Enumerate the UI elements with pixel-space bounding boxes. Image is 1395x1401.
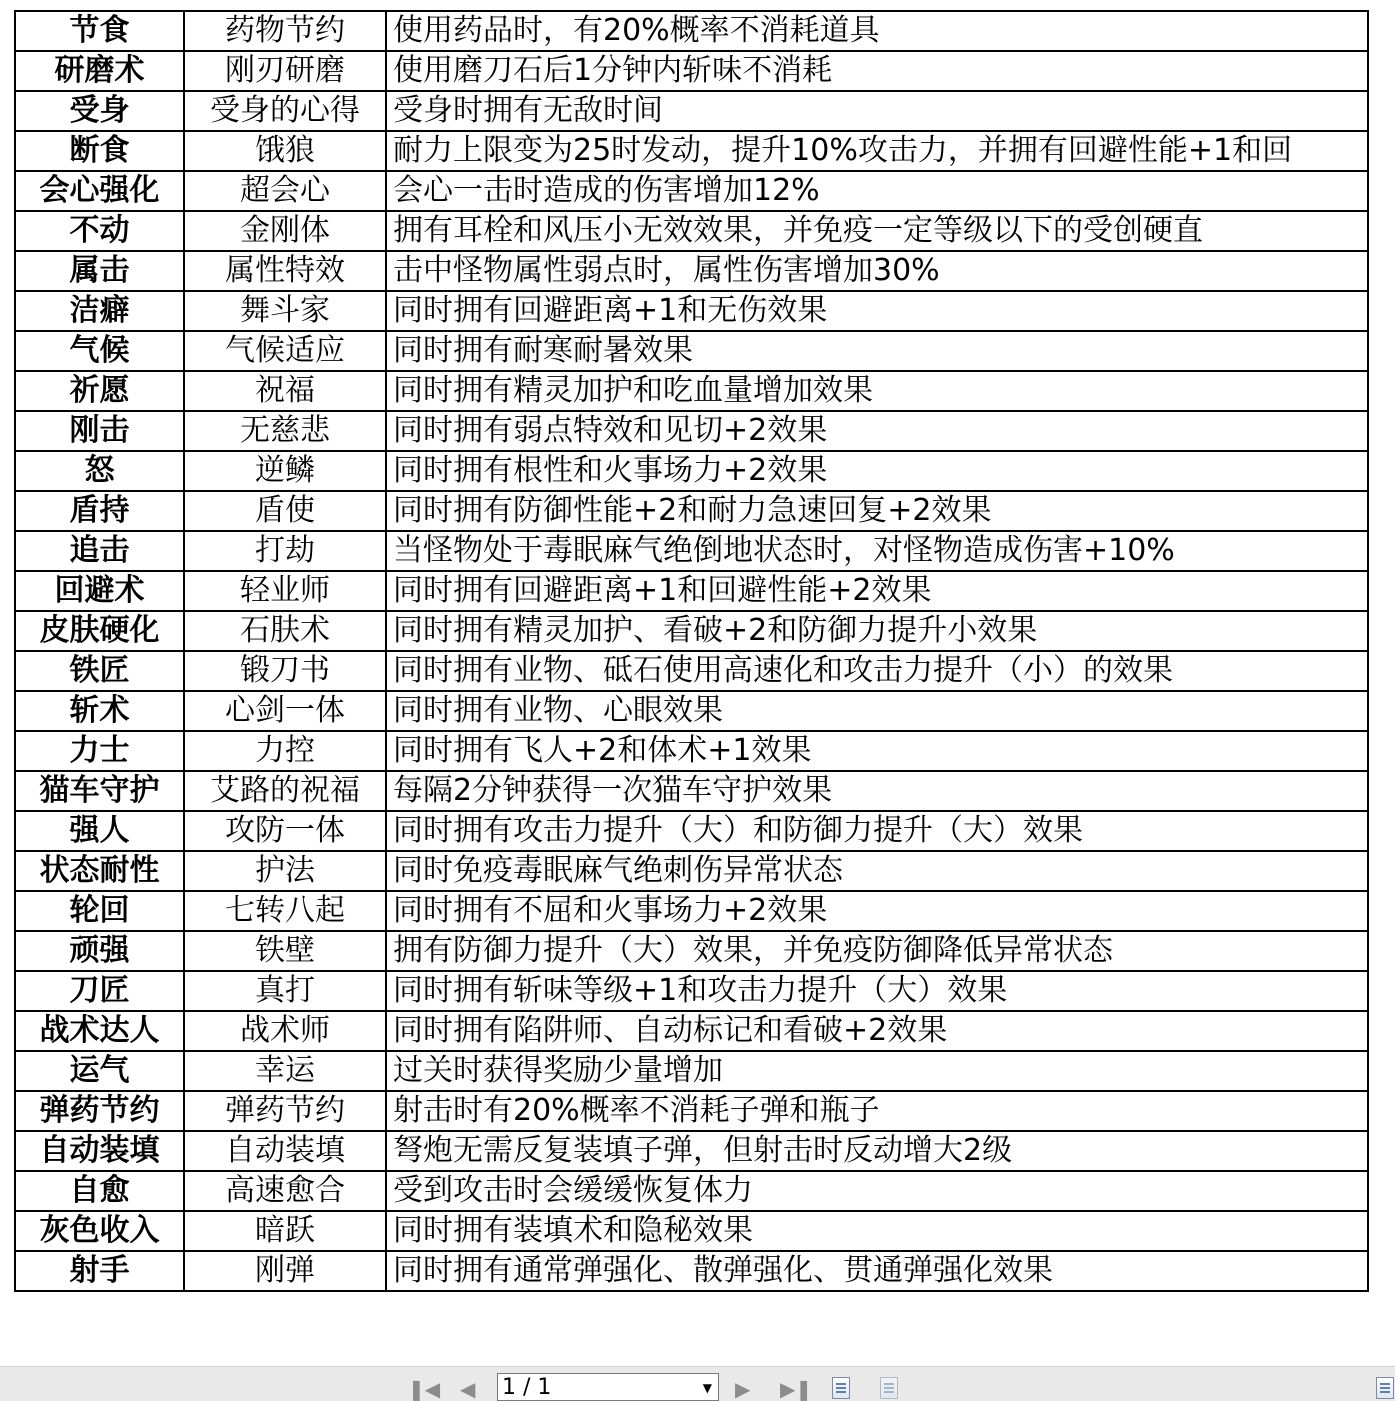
chevron-down-icon: ▼ xyxy=(702,1381,712,1395)
description-cell: 同时拥有回避距离+1和回避性能+2效果 xyxy=(386,571,1368,611)
effect-name-cell: 舞斗家 xyxy=(184,291,386,331)
export-document-icon[interactable] xyxy=(832,1377,850,1399)
effect-name-cell: 无慈悲 xyxy=(184,411,386,451)
table-row xyxy=(15,971,1368,1011)
effect-name-cell: 石肤术 xyxy=(184,611,386,651)
effect-name-cell: 饿狼 xyxy=(184,131,386,171)
skill-name-cell: 回避术 xyxy=(15,571,184,611)
page-select[interactable] xyxy=(497,1373,719,1401)
effect-name-cell: 超会心 xyxy=(184,171,386,211)
effect-name-cell: 真打 xyxy=(184,971,386,1011)
description-cell: 同时拥有装填术和隐秘效果 xyxy=(386,1211,1368,1251)
description-cell: 当怪物处于毒眠麻气绝倒地状态时，对怪物造成伤害+10% xyxy=(386,531,1368,571)
skill-name-cell: 状态耐性 xyxy=(15,851,184,891)
skill-name-cell: 力士 xyxy=(15,731,184,771)
skill-name-cell: 刚击 xyxy=(15,411,184,451)
effect-name-cell: 轻业师 xyxy=(184,571,386,611)
skill-name-cell: 不动 xyxy=(15,211,184,251)
first-page-icon[interactable]: ❚◀ xyxy=(408,1377,441,1401)
table-row xyxy=(15,811,1368,851)
skill-name-cell: 斩术 xyxy=(15,691,184,731)
description-cell: 同时拥有防御性能+2和耐力急速回复+2效果 xyxy=(386,491,1368,531)
description-cell: 同时拥有飞人+2和体术+1效果 xyxy=(386,731,1368,771)
skill-table-body xyxy=(15,11,1368,1291)
effect-name-cell: 暗跃 xyxy=(184,1211,386,1251)
skill-name-cell: 战术达人 xyxy=(15,1011,184,1051)
description-cell: 射击时有20%概率不消耗子弹和瓶子 xyxy=(386,1091,1368,1131)
effect-name-cell: 药物节约 xyxy=(184,11,386,51)
skill-name-cell: 节食 xyxy=(15,11,184,51)
skill-name-cell: 怒 xyxy=(15,451,184,491)
effect-name-cell: 七转八起 xyxy=(184,891,386,931)
page-indicator: 1 / 1 xyxy=(502,1375,552,1400)
effect-name-cell: 打劫 xyxy=(184,531,386,571)
effect-name-cell: 心剑一体 xyxy=(184,691,386,731)
description-cell: 会心一击时造成的伤害增加12% xyxy=(386,171,1368,211)
skill-name-cell: 追击 xyxy=(15,531,184,571)
table-row xyxy=(15,891,1368,931)
table-row xyxy=(15,931,1368,971)
table-row xyxy=(15,651,1368,691)
table-row xyxy=(15,851,1368,891)
effect-name-cell: 铁壁 xyxy=(184,931,386,971)
table-row xyxy=(15,411,1368,451)
skill-name-cell: 运气 xyxy=(15,1051,184,1091)
print-document-icon[interactable] xyxy=(880,1377,898,1399)
table-row xyxy=(15,1171,1368,1211)
description-cell: 击中怪物属性弱点时，属性伤害增加30% xyxy=(386,251,1368,291)
description-cell: 同时拥有业物、砥石使用高速化和攻击力提升（小）的效果 xyxy=(386,651,1368,691)
description-cell: 使用药品时，有20%概率不消耗道具 xyxy=(386,11,1368,51)
effect-name-cell: 属性特效 xyxy=(184,251,386,291)
description-cell: 每隔2分钟获得一次猫车守护效果 xyxy=(386,771,1368,811)
description-cell: 同时拥有陷阱师、自动标记和看破+2效果 xyxy=(386,1011,1368,1051)
skill-name-cell: 自愈 xyxy=(15,1171,184,1211)
table-row xyxy=(15,1051,1368,1091)
skill-name-cell: 皮肤硬化 xyxy=(15,611,184,651)
effect-name-cell: 受身的心得 xyxy=(184,91,386,131)
skill-name-cell: 轮回 xyxy=(15,891,184,931)
table-row xyxy=(15,211,1368,251)
skill-name-cell: 射手 xyxy=(15,1251,184,1291)
effect-name-cell: 艾路的祝福 xyxy=(184,771,386,811)
description-cell: 同时拥有根性和火事场力+2效果 xyxy=(386,451,1368,491)
description-cell: 弩炮无需反复装填子弹，但射击时反动增大2级 xyxy=(386,1131,1368,1171)
skill-name-cell: 气候 xyxy=(15,331,184,371)
next-page-icon[interactable]: ▶ xyxy=(735,1377,751,1401)
description-cell: 同时拥有斩味等级+1和攻击力提升（大）效果 xyxy=(386,971,1368,1011)
effect-name-cell: 逆鳞 xyxy=(184,451,386,491)
page-navigation-toolbar xyxy=(0,1366,1395,1401)
effect-name-cell: 锻刀书 xyxy=(184,651,386,691)
description-cell: 同时免疫毒眠麻气绝刺伤异常状态 xyxy=(386,851,1368,891)
table-row xyxy=(15,51,1368,91)
effect-name-cell: 弹药节约 xyxy=(184,1091,386,1131)
description-cell: 同时拥有耐寒耐暑效果 xyxy=(386,331,1368,371)
description-cell: 受到攻击时会缓缓恢复体力 xyxy=(386,1171,1368,1211)
description-cell: 同时拥有攻击力提升（大）和防御力提升（大）效果 xyxy=(386,811,1368,851)
table-row xyxy=(15,1251,1368,1291)
effect-name-cell: 幸运 xyxy=(184,1051,386,1091)
table-row xyxy=(15,131,1368,171)
skill-name-cell: 祈愿 xyxy=(15,371,184,411)
effect-name-cell: 盾使 xyxy=(184,491,386,531)
description-cell: 同时拥有不屈和火事场力+2效果 xyxy=(386,891,1368,931)
skill-name-cell: 刀匠 xyxy=(15,971,184,1011)
description-cell: 拥有耳栓和风压小无效效果，并免疫一定等级以下的受创硬直 xyxy=(386,211,1368,251)
skill-name-cell: 属击 xyxy=(15,251,184,291)
description-cell: 同时拥有弱点特效和见切+2效果 xyxy=(386,411,1368,451)
table-row xyxy=(15,1131,1368,1171)
skill-name-cell: 灰色收入 xyxy=(15,1211,184,1251)
skill-name-cell: 洁癖 xyxy=(15,291,184,331)
skill-name-cell: 自动装填 xyxy=(15,1131,184,1171)
skill-name-cell: 铁匠 xyxy=(15,651,184,691)
effect-name-cell: 自动装填 xyxy=(184,1131,386,1171)
effect-name-cell: 战术师 xyxy=(184,1011,386,1051)
table-row xyxy=(15,451,1368,491)
layout-document-icon[interactable] xyxy=(1376,1377,1394,1399)
effect-name-cell: 气候适应 xyxy=(184,331,386,371)
table-row xyxy=(15,251,1368,291)
table-row xyxy=(15,291,1368,331)
effect-name-cell: 刚弹 xyxy=(184,1251,386,1291)
table-row xyxy=(15,91,1368,131)
table-row xyxy=(15,531,1368,571)
description-cell: 同时拥有通常弹强化、散弹强化、贯通弹强化效果 xyxy=(386,1251,1368,1291)
table-row xyxy=(15,611,1368,651)
description-cell: 同时拥有精灵加护和吃血量增加效果 xyxy=(386,371,1368,411)
description-cell: 过关时获得奖励少量增加 xyxy=(386,1051,1368,1091)
table-row xyxy=(15,691,1368,731)
description-cell: 同时拥有业物、心眼效果 xyxy=(386,691,1368,731)
skill-name-cell: 弹药节约 xyxy=(15,1091,184,1131)
table-row xyxy=(15,1011,1368,1051)
description-cell: 受身时拥有无敌时间 xyxy=(386,91,1368,131)
description-cell: 使用磨刀石后1分钟内斩味不消耗 xyxy=(386,51,1368,91)
table-row xyxy=(15,571,1368,611)
skill-name-cell: 会心强化 xyxy=(15,171,184,211)
skill-name-cell: 盾持 xyxy=(15,491,184,531)
table-row xyxy=(15,171,1368,211)
effect-name-cell: 金刚体 xyxy=(184,211,386,251)
skill-name-cell: 强人 xyxy=(15,811,184,851)
effect-name-cell: 力控 xyxy=(184,731,386,771)
description-cell: 耐力上限变为25时发动，提升10%攻击力，并拥有回避性能+1和回 xyxy=(386,131,1368,171)
table-row xyxy=(15,1211,1368,1251)
skill-name-cell: 受身 xyxy=(15,91,184,131)
description-cell: 同时拥有回避距离+1和无伤效果 xyxy=(386,291,1368,331)
description-cell: 拥有防御力提升（大）效果，并免疫防御降低异常状态 xyxy=(386,931,1368,971)
table-row xyxy=(15,11,1368,51)
skill-name-cell: 研磨术 xyxy=(15,51,184,91)
description-cell: 同时拥有精灵加护、看破+2和防御力提升小效果 xyxy=(386,611,1368,651)
prev-page-icon[interactable]: ◀ xyxy=(460,1377,476,1401)
table-row xyxy=(15,331,1368,371)
effect-name-cell: 攻防一体 xyxy=(184,811,386,851)
last-page-icon[interactable]: ▶❚ xyxy=(780,1377,813,1401)
table-row xyxy=(15,371,1368,411)
table-row xyxy=(15,731,1368,771)
skill-name-cell: 断食 xyxy=(15,131,184,171)
table-row xyxy=(15,491,1368,531)
skill-name-cell: 猫车守护 xyxy=(15,771,184,811)
skill-table xyxy=(14,10,1369,1292)
skill-name-cell: 顽强 xyxy=(15,931,184,971)
effect-name-cell: 刚刃研磨 xyxy=(184,51,386,91)
table-row xyxy=(15,771,1368,811)
effect-name-cell: 护法 xyxy=(184,851,386,891)
table-row xyxy=(15,1091,1368,1131)
effect-name-cell: 高速愈合 xyxy=(184,1171,386,1211)
effect-name-cell: 祝福 xyxy=(184,371,386,411)
